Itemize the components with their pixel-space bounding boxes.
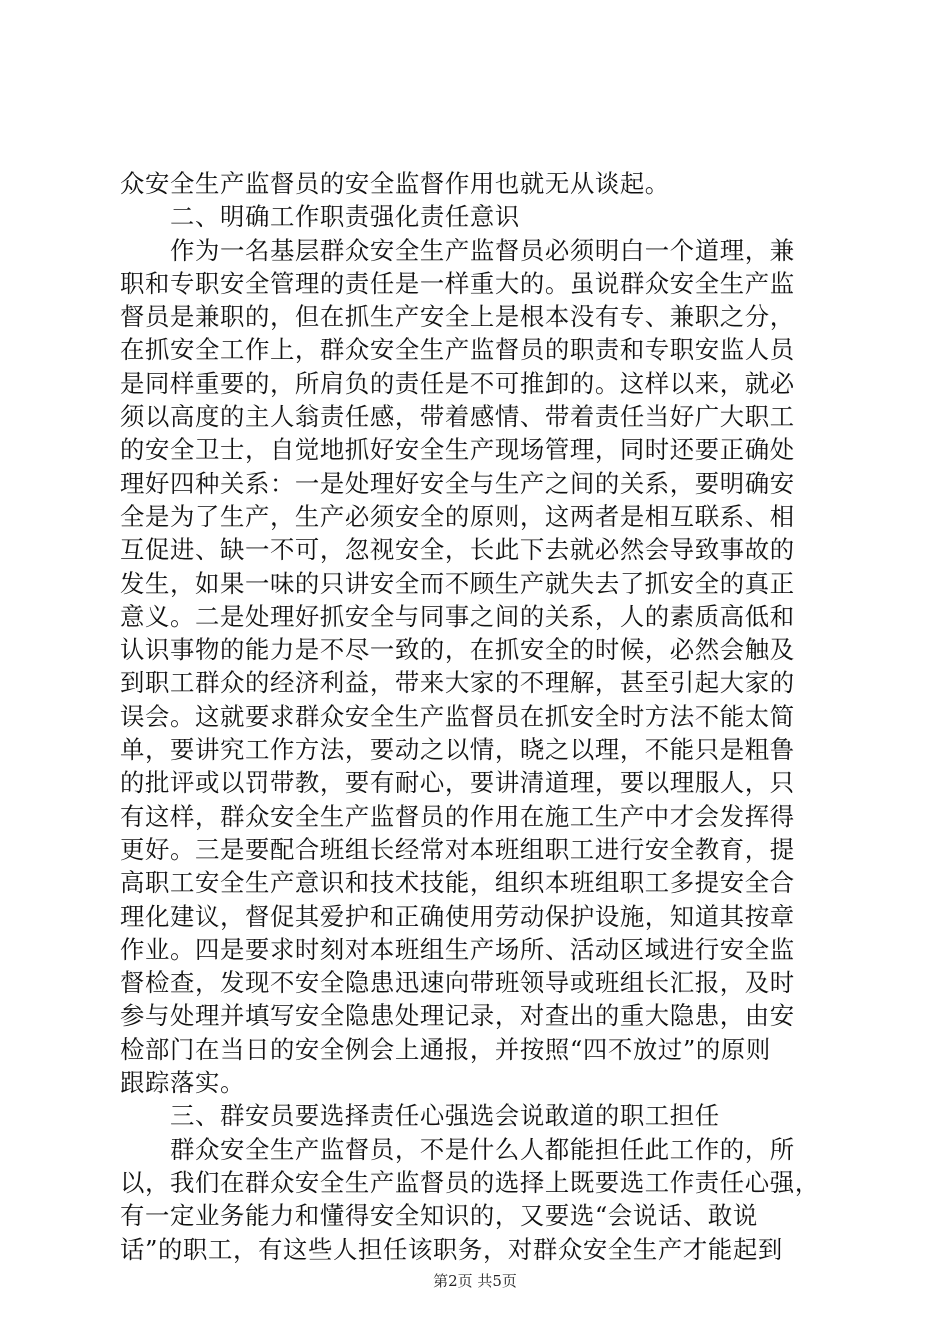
page-footer: 第2页 共5页 <box>433 1272 517 1290</box>
text-line: 互促进、缺一不可，忽视安全，长此下去就必然会导致事故的 <box>120 535 795 565</box>
text-line: 须以高度的主人翁责任感，带着感情、带着责任当好广大职工 <box>120 402 795 432</box>
text-line: 参与处理并填写安全隐患处理记录，对查出的重大隐患，由安 <box>120 1001 795 1031</box>
text-line: 更好。三是要配合班组长经常对本班组职工进行安全教育，提 <box>120 834 795 864</box>
text-line: 以，我们在群众安全生产监督员的选择上既要选工作责任心强， <box>120 1167 820 1197</box>
text-line: 全是为了生产，生产必须安全的原则，这两者是相互联系、相 <box>120 501 795 531</box>
body-text <box>120 167 835 1266</box>
text-line: 理化建议，督促其爱护和正确使用劳动保护设施，知道其按章 <box>120 901 795 931</box>
text-line: 认识事物的能力是不尽一致的，在抓安全的时候，必然会触及 <box>120 635 795 665</box>
text-line: 众安全生产监督员的安全监督作用也就无从谈起。 <box>120 169 670 198</box>
text-line: 是同样重要的，所肩负的责任是不可推卸的。这样以来，就必 <box>120 368 795 398</box>
text-line: 到职工群众的经济利益，带来大家的不理解，甚至引起大家的 <box>120 668 795 698</box>
text-line: 在抓安全工作上，群众安全生产监督员的职责和专职安监人员 <box>120 335 795 365</box>
text-line: 话”的职工，有这些人担任该职务，对群众安全生产才能起到 <box>120 1234 783 1264</box>
text-line: 跟踪落实。 <box>120 1068 245 1098</box>
text-line: 误会。这就要求群众安全生产监督员在抓安全时方法不能太简 <box>120 701 795 731</box>
text-line: 检部门在当日的安全例会上通报，并按照“四不放过”的原则 <box>120 1034 771 1064</box>
text-line: 高职工安全生产意识和技术技能，组织本班组职工多提安全合 <box>120 868 795 898</box>
text-line: 有这样，群众安全生产监督员的作用在施工生产中才会发挥得 <box>120 801 795 831</box>
text-line: 意义。二是处理好抓安全与同事之间的关系，人的素质高低和 <box>120 601 795 631</box>
text-line: 二、明确工作职责强化责任意识 <box>120 202 520 232</box>
text-line: 督员是兼职的，但在抓生产安全上是根本没有专、兼职之分， <box>120 302 795 332</box>
text-line: 督检查，发现不安全隐患迅速向带班领导或班组长汇报，及时 <box>120 968 795 998</box>
text-line: 单，要讲究工作方法，要动之以情，晓之以理，不能只是粗鲁 <box>120 735 795 765</box>
text-line: 作业。四是要求时刻对本班组生产场所、活动区域进行安全监 <box>120 934 795 964</box>
text-line: 作为一名基层群众安全生产监督员必须明白一个道理，兼 <box>120 235 795 265</box>
text-line: 的批评或以罚带教，要有耐心，要讲清道理，要以理服人，只 <box>120 768 795 798</box>
text-line: 的安全卫士，自觉地抓好安全生产现场管理，同时还要正确处 <box>120 435 795 465</box>
text-line: 发生，如果一味的只讲安全而不顾生产就失去了抓安全的真正 <box>120 568 795 598</box>
text-line: 三、群安员要选择责任心强选会说敢道的职工担任 <box>120 1101 720 1131</box>
text-line: 群众安全生产监督员，不是什么人都能担任此工作的，所 <box>120 1134 795 1164</box>
text-line: 理好四种关系：一是处理好安全与生产之间的关系，要明确安 <box>120 468 795 498</box>
text-line: 有一定业务能力和懂得安全知识的，又要选“会说话、敢说 <box>120 1201 758 1231</box>
text-line: 职和专职安全管理的责任是一样重大的。虽说群众安全生产监 <box>120 268 795 298</box>
